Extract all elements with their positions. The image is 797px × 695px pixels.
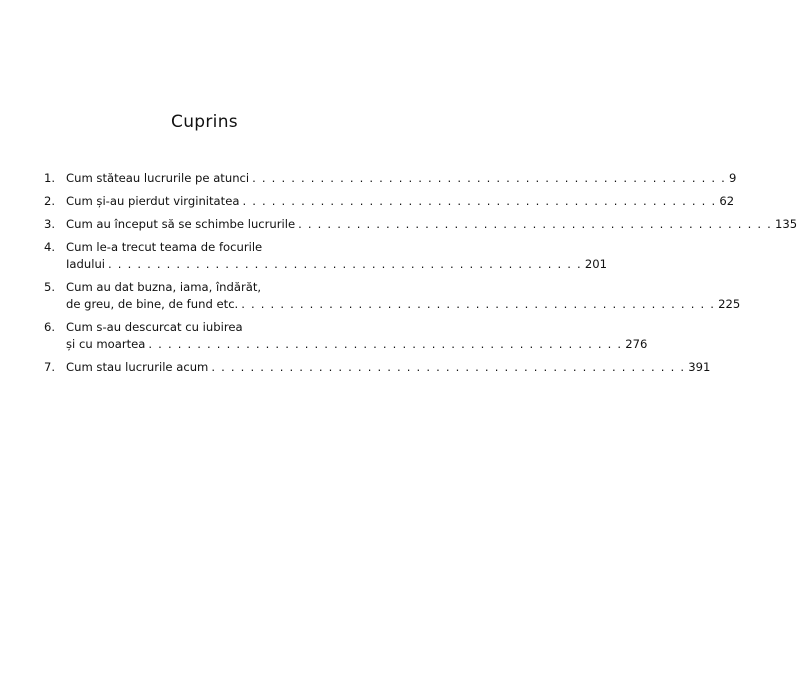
- entry-body: [66, 170, 736, 187]
- toc-entry-2: [44, 193, 735, 210]
- entry-number: 2.: [44, 194, 56, 208]
- entry-title: Cum stăteau lucrurile pe atunci: [66, 171, 250, 185]
- entry-body: [66, 359, 710, 376]
- toc-entry-5: [44, 279, 741, 313]
- dot-leader: [238, 296, 718, 313]
- entry-body: [66, 216, 797, 233]
- toc-entry-3: [44, 216, 797, 233]
- entry-body: [66, 239, 607, 273]
- entry-body: [66, 193, 734, 210]
- entry-page-number: 225: [718, 297, 741, 311]
- dot-leader: [295, 216, 775, 233]
- entry-number: 7.: [44, 360, 56, 374]
- dot-leader: [105, 256, 585, 273]
- entry-body: [66, 279, 740, 313]
- toc-entry-1: [44, 170, 737, 187]
- toc-entry-7: [44, 359, 711, 376]
- entry-line: [66, 216, 797, 233]
- entry-title-line: Cum au dat buzna, iama, îndărăt,: [66, 280, 262, 294]
- entry-title: de greu, de bine, de fund etc.: [66, 297, 239, 311]
- entry-page-number: 135: [775, 217, 797, 231]
- entry-line: [66, 296, 740, 313]
- entry-line: [66, 193, 734, 210]
- entry-title: Cum au început să se schimbe lucrurile: [66, 217, 296, 231]
- entry-title: și cu moartea: [66, 337, 146, 351]
- entry-page-number: 391: [688, 360, 711, 374]
- entry-body: [66, 319, 647, 353]
- entry-line: [66, 359, 710, 376]
- entry-title-line: Cum s-au descurcat cu iubirea: [66, 320, 243, 334]
- entry-number: 3.: [44, 217, 56, 231]
- page-title: Cuprins: [171, 112, 238, 132]
- toc-entry-6: [44, 319, 648, 353]
- table-of-contents: [44, 170, 797, 382]
- entry-page-number: 62: [719, 194, 735, 208]
- entry-title: Cum și-au pierdut virginitatea: [66, 194, 240, 208]
- entry-title-line: Cum le-a trecut teama de focurile: [66, 240, 263, 254]
- entry-line: [66, 256, 607, 273]
- toc-entry-4: [44, 239, 608, 273]
- entry-page-number: 201: [584, 257, 608, 271]
- entry-number: 4.: [44, 240, 56, 254]
- entry-line: [66, 336, 647, 353]
- dot-leader: [145, 336, 625, 353]
- entry-page-number: 276: [625, 337, 648, 351]
- entry-title: Cum stau lucrurile acum: [66, 360, 209, 374]
- dot-leader: [249, 170, 729, 187]
- entry-number: 6.: [44, 320, 56, 334]
- entry-title: Iadului: [66, 257, 106, 271]
- entry-number: 1.: [44, 171, 56, 185]
- entry-page-number: 9: [729, 171, 737, 185]
- dot-leader: [239, 193, 719, 210]
- entry-line: [66, 170, 736, 187]
- entry-number: 5.: [44, 280, 56, 294]
- dot-leader: [208, 359, 688, 376]
